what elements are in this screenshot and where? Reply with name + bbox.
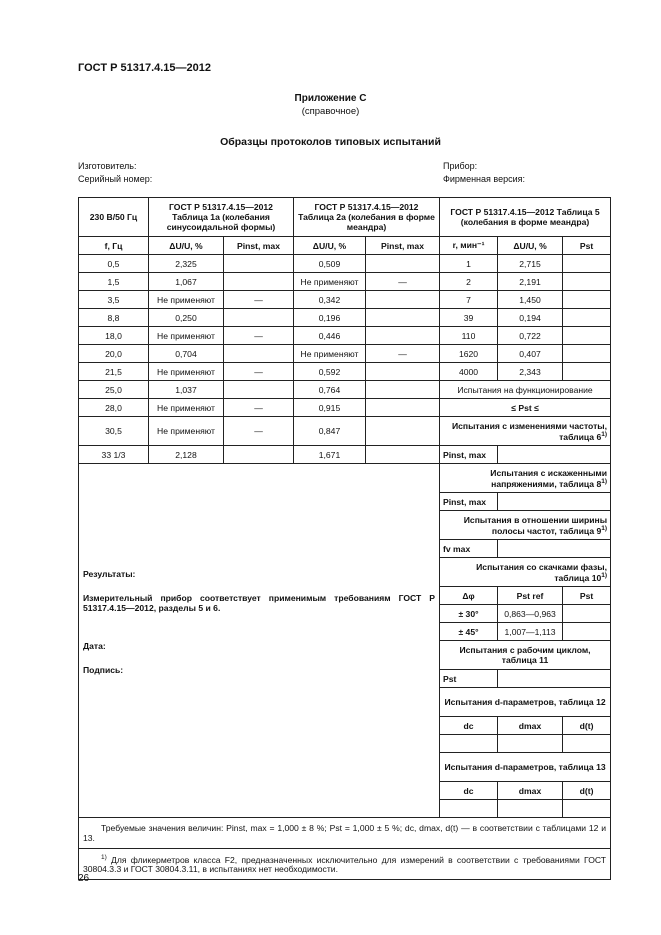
subheader-p1: Pinst, max <box>224 237 294 255</box>
dmax-value <box>498 800 563 818</box>
cell-p2 <box>366 327 440 345</box>
results-text: Измерительный прибор соответствует применимым требованиям ГОСТ Р 51317.4.15—2012, разделы 5 и 6. <box>83 592 436 613</box>
freq-change-test <box>440 417 611 446</box>
cell-r: 1 <box>440 255 498 273</box>
bandwidth-test <box>440 511 611 540</box>
footnote-ref: 1) <box>601 524 608 532</box>
cell-r: 1620 <box>440 345 498 363</box>
cell-p2 <box>366 363 440 381</box>
cell-p1 <box>224 255 294 273</box>
pinst-max-label: Pinst, max <box>440 446 498 464</box>
left-blank <box>79 717 440 735</box>
cell-pst <box>563 363 611 381</box>
phase-pst <box>563 623 611 641</box>
dc-value <box>440 800 498 818</box>
dt-header: d(t) <box>563 717 611 735</box>
left-blank <box>79 800 440 818</box>
cell-du2: 0,847 <box>294 417 366 446</box>
cell-r: 2 <box>440 273 498 291</box>
cell-p1 <box>224 345 294 363</box>
table-row <box>79 273 611 291</box>
cell-du2: Не применяют <box>294 345 366 363</box>
device-label: Прибор: <box>443 161 478 171</box>
cell-du3: 0,722 <box>498 327 563 345</box>
cell-pst <box>563 273 611 291</box>
cell-du1: Не применяют <box>149 363 224 381</box>
left-blank <box>79 735 440 753</box>
phase-jumps-label: Испытания со скачками фазы, таблица 10 <box>476 561 608 583</box>
cell-f: 1,5 <box>79 273 149 291</box>
page-number: 26 <box>78 873 90 884</box>
cell-p2 <box>366 255 440 273</box>
cell-du3: 2,715 <box>498 255 563 273</box>
cell-f: 33 1/3 <box>79 446 149 464</box>
cell-du2: 0,196 <box>294 309 366 327</box>
cell-p2: — <box>366 345 440 363</box>
pinst-max-value <box>498 493 611 511</box>
table-row <box>79 399 611 417</box>
pst-value <box>498 670 611 688</box>
header-voltage: 230 В/50 Гц <box>79 198 149 237</box>
cell-pst <box>563 309 611 327</box>
cell-p1: — <box>224 399 294 417</box>
header-table-2a: ГОСТ Р 51317.4.15—2012 Таблица 2а (колебания в форме меандра) <box>294 198 440 237</box>
dc-header: dc <box>440 782 498 800</box>
footnote-row <box>79 849 611 880</box>
phase-range: 1,007—1,113 <box>498 623 563 641</box>
pinst-max-value <box>498 446 611 464</box>
cell-p1 <box>224 446 294 464</box>
appendix-subtitle: (справочное) <box>301 106 360 117</box>
cell-r: 39 <box>440 309 498 327</box>
cell-du3: 1,450 <box>498 291 563 309</box>
dt-header: d(t) <box>563 782 611 800</box>
cell-p1: — <box>224 327 294 345</box>
distorted-label: Испытания с искаженными напряжениями, таблица 8 <box>490 467 608 489</box>
table-row <box>79 291 611 309</box>
cell-f: 20,0 <box>79 345 149 363</box>
fv-max-value <box>498 540 611 558</box>
table-row <box>79 417 611 446</box>
cell-f: 0,5 <box>79 255 149 273</box>
pst-header: Pst <box>563 587 611 605</box>
dphi-header: Δφ <box>440 587 498 605</box>
header-table-1a: ГОСТ Р 51317.4.15—2012 Таблица 1а (колебания синусоидальной формы) <box>149 198 294 237</box>
cell-p1 <box>224 309 294 327</box>
footnote-text: Для фликерметров класса F2, предназначенных исключительно для измерений в соответствии с требованиями ГОСТ 30804.3.3 и ГОСТ 30804.3.11, в испытаниях нет необходимости. <box>83 854 607 875</box>
cell-pst <box>563 291 611 309</box>
cell-du2: 0,592 <box>294 363 366 381</box>
cell-p2: — <box>366 273 440 291</box>
cell-du1: 0,704 <box>149 345 224 363</box>
cell-du2: 0,915 <box>294 399 366 417</box>
bandwidth-label: Испытания в отношении ширины полосы частот, таблица 9 <box>463 514 608 536</box>
cell-p2 <box>366 381 440 399</box>
fv-max-label: fv max <box>440 540 498 558</box>
phase-range: 0,863—0,963 <box>498 605 563 623</box>
freq-change-label: Испытания с изменениями частоты, таблица 6 <box>451 420 608 442</box>
cell-du1: 1,037 <box>149 381 224 399</box>
phase-pst <box>563 605 611 623</box>
appendix-title: Приложение С <box>294 93 367 104</box>
cell-pst <box>563 255 611 273</box>
dmax-header: dmax <box>498 782 563 800</box>
cell-du1: Не применяют <box>149 327 224 345</box>
pst-ref-header: Pst ref <box>498 587 563 605</box>
protocol-table <box>78 197 611 880</box>
phase-jumps-test <box>440 558 611 587</box>
footnote-ref: 1) <box>601 477 608 485</box>
table-row <box>79 381 611 399</box>
subheader-r: r, мин⁻¹ <box>440 237 498 255</box>
cell-du3: 0,194 <box>498 309 563 327</box>
table-row <box>79 255 611 273</box>
cell-p1: — <box>224 417 294 446</box>
dc-value <box>440 735 498 753</box>
cell-r: 110 <box>440 327 498 345</box>
dmax-header: dmax <box>498 717 563 735</box>
cell-du2: 0,764 <box>294 381 366 399</box>
cell-du3: 2,191 <box>498 273 563 291</box>
cell-f: 28,0 <box>79 399 149 417</box>
cell-p1 <box>224 273 294 291</box>
cell-du1: 2,128 <box>149 446 224 464</box>
table-row <box>79 446 611 464</box>
cell-p2 <box>366 399 440 417</box>
cell-du2: 1,671 <box>294 446 366 464</box>
cell-f: 8,8 <box>79 309 149 327</box>
date-label: Дата: <box>83 640 106 651</box>
cell-du1: Не применяют <box>149 417 224 446</box>
cell-f: 3,5 <box>79 291 149 309</box>
cell-pst <box>563 345 611 363</box>
cell-du2: 0,509 <box>294 255 366 273</box>
subheader-du2: ΔU/U, % <box>294 237 366 255</box>
left-blank <box>79 753 440 782</box>
firmware-label: Фирменная версия: <box>443 174 525 184</box>
cell-p2 <box>366 446 440 464</box>
cell-du2: Не применяют <box>294 273 366 291</box>
manufacturer-label: Изготовитель: <box>78 161 137 171</box>
cell-p1: — <box>224 363 294 381</box>
phase-angle: ± 45° <box>440 623 498 641</box>
distorted-test <box>440 464 611 493</box>
cell-f: 30,5 <box>79 417 149 446</box>
cell-p2 <box>366 417 440 446</box>
dt-value <box>563 735 611 753</box>
cell-p2 <box>366 291 440 309</box>
cell-f: 18,0 <box>79 327 149 345</box>
header-table-5: ГОСТ Р 51317.4.15—2012 Таблица 5 (колебания в форме меандра) <box>440 198 611 237</box>
subheader-du3: ΔU/U, % <box>498 237 563 255</box>
cell-du2: 0,446 <box>294 327 366 345</box>
d-params-12-test: Испытания d-параметров, таблица 12 <box>440 688 611 717</box>
func-test-range: ≤ Pst ≤ <box>440 399 611 417</box>
results-area <box>79 464 440 717</box>
cell-p1: — <box>224 291 294 309</box>
phase-angle: ± 30° <box>440 605 498 623</box>
pinst-max-label: Pinst, max <box>440 493 498 511</box>
table-row <box>79 309 611 327</box>
work-cycle-test: Испытания с рабочим циклом, таблица 11 <box>440 641 611 670</box>
subheader-f: f, Гц <box>79 237 149 255</box>
document-title: Образцы протоколов типовых испытаний <box>220 136 441 148</box>
signature-label: Подпись: <box>83 664 124 675</box>
footnote-ref: 1) <box>601 430 608 438</box>
pst-label: Pst <box>440 670 498 688</box>
cell-p1 <box>224 381 294 399</box>
table-row <box>79 327 611 345</box>
cell-du1: 2,325 <box>149 255 224 273</box>
subheader-pst: Pst <box>563 237 611 255</box>
footnote-ref: 1) <box>601 571 608 579</box>
cell-p2 <box>366 309 440 327</box>
footnote-mark: 1) <box>101 853 107 861</box>
results-label: Результаты: <box>83 568 136 579</box>
dmax-value <box>498 735 563 753</box>
cell-du1: Не применяют <box>149 291 224 309</box>
serial-label: Серийный номер: <box>78 174 153 184</box>
func-test-label: Испытания на функционирование <box>440 381 611 399</box>
cell-du3: 2,343 <box>498 363 563 381</box>
d-params-13-test: Испытания d-параметров, таблица 13 <box>440 753 611 782</box>
left-blank <box>79 782 440 800</box>
cell-du2: 0,342 <box>294 291 366 309</box>
table-row <box>79 345 611 363</box>
subheader-p2: Pinst, max <box>366 237 440 255</box>
cell-du1: 1,067 <box>149 273 224 291</box>
dc-header: dc <box>440 717 498 735</box>
subheader-du1: ΔU/U, % <box>149 237 224 255</box>
cell-r: 4000 <box>440 363 498 381</box>
dt-value <box>563 800 611 818</box>
cell-r: 7 <box>440 291 498 309</box>
cell-du1: Не применяют <box>149 399 224 417</box>
document-header: ГОСТ Р 51317.4.15—2012 <box>78 62 212 74</box>
cell-f: 21,5 <box>79 363 149 381</box>
cell-du3: 0,407 <box>498 345 563 363</box>
cell-pst <box>563 327 611 345</box>
required-values-note: Требуемые значения величин: Pinst, max = 1,000 ± 8 %; Pst = 1,000 ± 5 %; dc, dmax, d(t) — в соответствии с таблицами 12 и 13. <box>79 818 611 849</box>
table-row <box>79 363 611 381</box>
cell-du1: 0,250 <box>149 309 224 327</box>
cell-f: 25,0 <box>79 381 149 399</box>
